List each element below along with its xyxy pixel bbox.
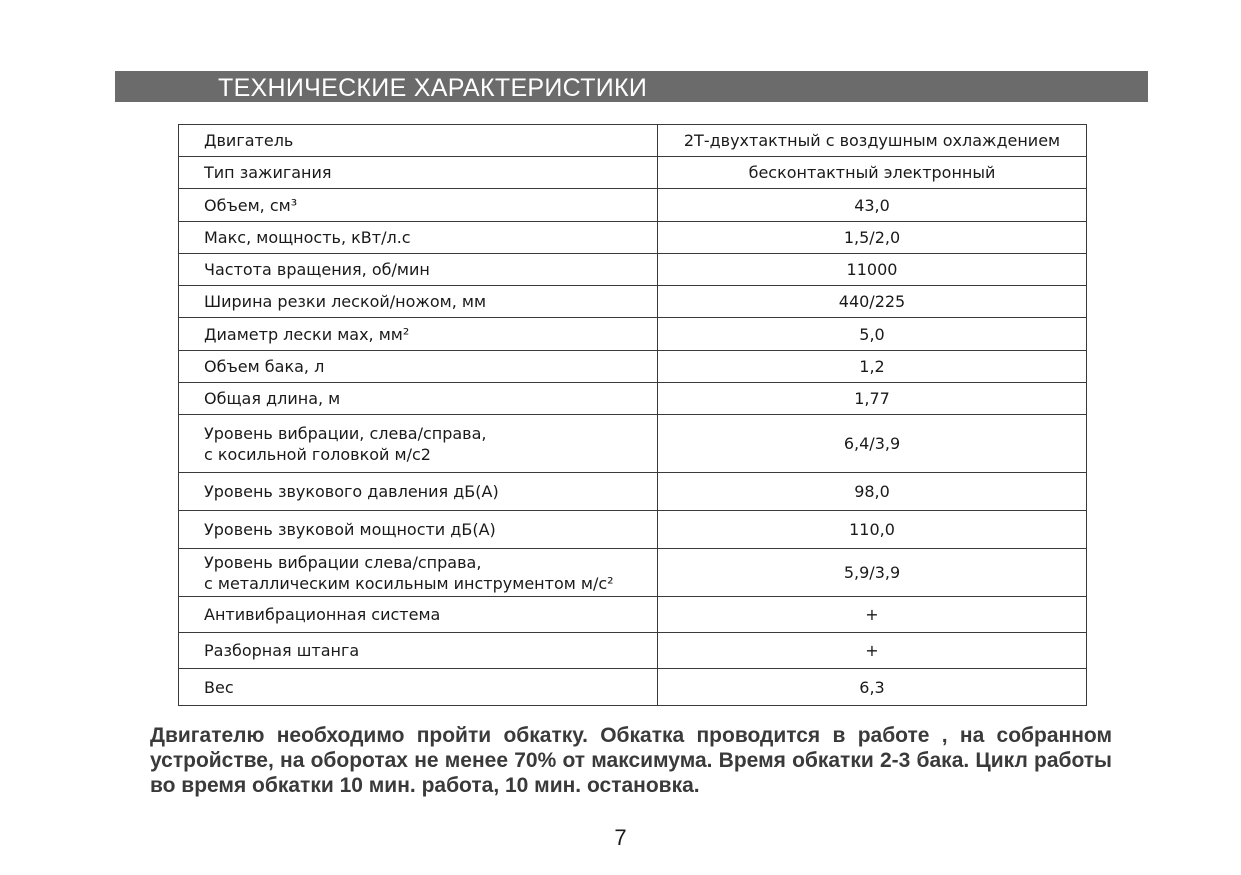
table-row [179, 125, 1087, 157]
table-row [179, 383, 1087, 415]
spec-value-cell: 6,4/3,9 [658, 415, 1087, 473]
spec-value-cell: + [658, 633, 1087, 669]
spec-value-cell: 1,5/2,0 [658, 222, 1087, 254]
spec-value-cell: 5,0 [658, 318, 1087, 351]
spec-param-cell: Уровень звукового давления дБ(А) [179, 473, 658, 511]
section-title: ТЕХНИЧЕСКИЕ ХАРАКТЕРИСТИКИ [218, 74, 648, 102]
table-row [179, 351, 1087, 383]
table-row [179, 597, 1087, 633]
spec-value-cell: 1,77 [658, 383, 1087, 415]
spec-value-cell: 11000 [658, 254, 1087, 286]
spec-param-cell: Объем бака, л [179, 351, 658, 383]
table-row [179, 254, 1087, 286]
table-row [179, 318, 1087, 351]
spec-value-cell: 440/225 [658, 286, 1087, 318]
spec-param-cell: Частота вращения, об/мин [179, 254, 658, 286]
spec-param-cell: Общая длина, м [179, 383, 658, 415]
table-row [179, 286, 1087, 318]
table-row [179, 511, 1087, 549]
break-in-note: Двигателю необходимо пройти обкатку. Обкатка проводится в работе , на собранном устройстве, на оборотах не менее 70% от максимума. Время обкатки 2-3 бака. Цикл работы во время обкатки 10 мин. работа, 10 мин. остановка. [150, 724, 1112, 797]
spec-param-cell: Диаметр лески мах, мм² [179, 318, 658, 351]
spec-param-cell: Вес [179, 669, 658, 706]
spec-value-cell: бесконтактный электронный [658, 157, 1087, 189]
spec-param-cell: Тип зажигания [179, 157, 658, 189]
spec-param-cell: Двигатель [179, 125, 658, 157]
spec-param-cell: Макс, мощность, кВт/л.с [179, 222, 658, 254]
spec-value-cell: 5,9/3,9 [658, 549, 1087, 597]
table-row [179, 669, 1087, 706]
table-row [179, 157, 1087, 189]
table-row [179, 222, 1087, 254]
spec-param-cell: Разборная штанга [179, 633, 658, 669]
spec-value-cell: 6,3 [658, 669, 1087, 706]
table-row [179, 633, 1087, 669]
specifications-table [178, 124, 1087, 706]
section-header-bar [115, 71, 1148, 102]
table-row [179, 473, 1087, 511]
spec-param-cell: Уровень вибрации, слева/справа, с косильной головкой м/с2 [179, 415, 658, 473]
table-row [179, 189, 1087, 222]
spec-value-cell: 1,2 [658, 351, 1087, 383]
spec-value-cell: 110,0 [658, 511, 1087, 549]
spec-param-cell: Уровень звуковой мощности дБ(А) [179, 511, 658, 549]
spec-param-cell: Уровень вибрации слева/справа, с металлическим косильным инструментом м/с² [179, 549, 658, 597]
spec-param-cell: Антивибрационная система [179, 597, 658, 633]
spec-value-cell: 43,0 [658, 189, 1087, 222]
spec-value-cell: + [658, 597, 1087, 633]
page-number: 7 [614, 825, 627, 850]
spec-value-cell: 98,0 [658, 473, 1087, 511]
spec-param-cell: Объем, см³ [179, 189, 658, 222]
table-row [179, 549, 1087, 597]
spec-value-cell: 2Т-двухтактный с воздушным охлаждением [658, 125, 1087, 157]
table-row [179, 415, 1087, 473]
spec-param-cell: Ширина резки леской/ножом, мм [179, 286, 658, 318]
